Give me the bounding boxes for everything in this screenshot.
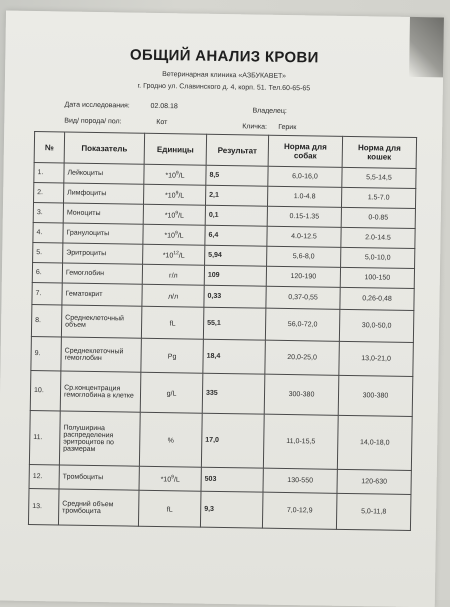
header-parameter: Показатель <box>64 132 144 164</box>
row-unit: г/л <box>142 264 204 285</box>
row-norm-cat: 1.5-7.0 <box>341 187 415 208</box>
row-number: 7. <box>32 283 62 305</box>
row-result: 9,3 <box>200 491 263 528</box>
row-norm-dog: 11,0-15,5 <box>263 414 338 469</box>
row-parameter: Тромбоциты <box>59 465 139 490</box>
row-norm-cat: 5,0-11,8 <box>336 493 411 530</box>
row-norm-cat: 300-380 <box>338 375 413 416</box>
row-parameter: Среднеклеточный объем <box>61 305 141 338</box>
row-parameter: Лимфоциты <box>64 183 144 204</box>
row-parameter: Полуширина распределения эритроцитов по размерам <box>59 411 140 466</box>
row-unit: $*10^9/L$ <box>143 204 205 225</box>
row-unit: $*10^9/L$ <box>139 466 201 491</box>
row-result: 8,5 <box>206 165 268 186</box>
header-units: Единицы <box>144 133 206 165</box>
row-number: 11. <box>29 410 60 464</box>
species-value: Кот <box>156 118 168 127</box>
header-norm-dogs: Норма для собак <box>268 135 342 167</box>
row-number: 13. <box>28 488 59 524</box>
date-value: 02.08.18 <box>150 102 178 111</box>
row-norm-cat: 30,0-50,0 <box>339 309 413 342</box>
row-norm-dog: 20,0-25,0 <box>265 340 340 375</box>
row-norm-cat: 5,5-14,5 <box>342 167 416 188</box>
row-number: 9. <box>31 336 62 370</box>
row-unit: $*10^9/L$ <box>144 164 206 185</box>
row-number: 6. <box>32 263 62 283</box>
row-norm-dog: 120-190 <box>266 266 340 287</box>
row-unit: Pg <box>141 338 204 373</box>
row-norm-dog: 7,0-12,9 <box>262 492 337 529</box>
row-number: 1. <box>34 163 64 183</box>
row-unit: $*10^{12}/L$ <box>143 244 205 265</box>
header-result: Результат <box>206 134 268 166</box>
row-norm-dog: 1.0-4.8 <box>267 186 341 207</box>
row-number: 5. <box>33 243 63 263</box>
row-parameter: Гемоглобин <box>62 263 142 284</box>
nickname-label: Кличка: <box>242 123 268 131</box>
clinic-address: г. Гродно ул. Славинского д. 4, корп. 51. Тел.60-65-65 <box>137 82 311 93</box>
row-norm-cat: 0,26-0,48 <box>340 287 414 310</box>
row-unit: л/л <box>142 284 204 307</box>
row-norm-cat: 0-0.85 <box>341 207 415 228</box>
row-norm-cat: 13,0-21,0 <box>339 341 414 376</box>
row-norm-dog: 6,0-16,0 <box>268 166 342 187</box>
row-unit: $*10^9/L$ <box>144 184 206 205</box>
row-result: 109 <box>204 265 266 286</box>
row-parameter: Моноциты <box>63 203 143 224</box>
species-label: Вид/ порода/ пол: <box>64 117 122 126</box>
date-label: Дата исследования: <box>64 101 130 110</box>
row-result: 18,4 <box>203 339 266 374</box>
row-parameter: Среднеклеточный гемоглобин <box>61 337 142 372</box>
row-number: 4. <box>33 223 63 243</box>
row-result: 55,1 <box>203 307 265 340</box>
row-norm-cat: 100-150 <box>340 267 414 288</box>
paper-sheet <box>0 11 444 607</box>
row-norm-dog: 130-550 <box>263 468 337 493</box>
row-parameter: Средний объем тромбоцита <box>58 489 139 526</box>
row-unit: fL <box>141 306 203 339</box>
document-title: ОБЩИЙ АНАЛИЗ КРОВИ <box>129 46 319 67</box>
table-row <box>28 488 411 530</box>
row-number: 12. <box>29 464 59 488</box>
header-norm-cats: Норма для кошек <box>342 136 416 168</box>
row-unit: % <box>139 412 202 467</box>
clinic-name: Ветеринарная клиника «АЗБУКАВЕТ» <box>162 71 286 80</box>
row-parameter: Гематокрит <box>62 283 142 306</box>
row-result: 5,94 <box>205 245 267 266</box>
row-result: 335 <box>202 373 265 414</box>
row-norm-dog: 5,6-8,0 <box>267 246 341 267</box>
row-number: 3. <box>33 203 63 223</box>
row-norm-dog: 56,0-72,0 <box>265 308 339 341</box>
row-result: 503 <box>201 467 263 492</box>
row-parameter: Эритроциты <box>63 243 143 264</box>
row-norm-dog: 0.15-1.35 <box>267 206 341 227</box>
row-norm-cat: 5,0-10,0 <box>341 247 415 268</box>
row-norm-dog: 300-380 <box>264 374 339 415</box>
row-result: 0,33 <box>204 285 266 308</box>
blood-test-table <box>28 131 417 531</box>
row-result: 6,4 <box>205 225 267 246</box>
row-parameter: Гранулоциты <box>63 223 143 244</box>
nickname-value: Герик <box>278 123 297 132</box>
row-unit: g/L <box>140 372 203 413</box>
row-norm-cat: 14,0-18,0 <box>337 415 412 470</box>
row-norm-cat: 2.0-14.5 <box>341 227 415 248</box>
row-number: 10. <box>30 370 61 410</box>
row-number: 2. <box>34 183 64 203</box>
row-norm-dog: 4.0-12.5 <box>267 226 341 247</box>
table-row <box>29 410 412 470</box>
row-parameter: Ср.концентрация гемоглобина в клетке <box>60 371 141 412</box>
table-row <box>30 370 413 416</box>
row-result: 17,0 <box>201 413 264 468</box>
row-result: 2,1 <box>205 185 267 206</box>
row-unit: $*10^9/L$ <box>143 224 205 245</box>
owner-label: Владелец: <box>252 107 287 115</box>
row-parameter: Лейкоциты <box>64 163 144 184</box>
row-result: 0,1 <box>205 205 267 226</box>
row-norm-dog: 0,37-0,55 <box>266 286 340 309</box>
row-unit: fL <box>138 490 201 527</box>
row-number: 8. <box>31 305 61 337</box>
header-number: № <box>34 132 64 163</box>
row-norm-cat: 120-630 <box>337 469 411 494</box>
